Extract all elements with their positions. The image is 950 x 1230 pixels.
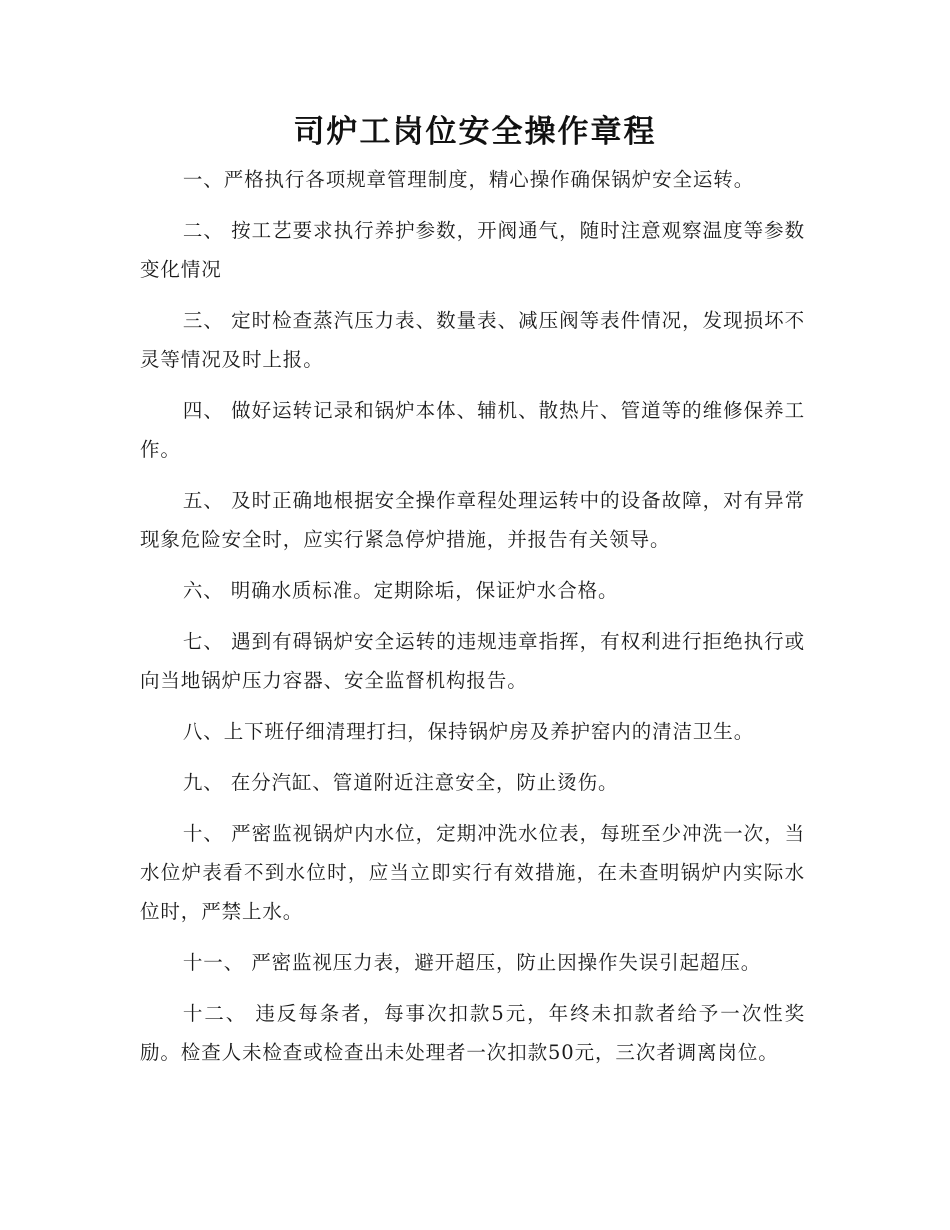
paragraph-8: 八、上下班仔细清理打扫，保持锅炉房及养护窑内的清洁卫生。: [182, 720, 755, 743]
paragraph-5: 五、 及时正确地根据安全操作章程处理运转中的设备故障，对有异常现象危险安全时，应实行紧急停炉措施，并报告有关领导。: [140, 489, 805, 551]
document-title: 司炉工岗位安全操作章程: [293, 114, 657, 150]
paragraph-3: 三、 定时检查蒸汽压力表、数量表、减压阀等表件情况，发现损坏不灵等情况及时上报。: [140, 309, 805, 371]
paragraph-7: 七、 遇到有碍锅炉安全运转的违规违章指挥，有权利进行拒绝执行或向当地锅炉压力容器、安全监督机构报告。: [140, 630, 805, 692]
paragraph-10: 十、 严密监视锅炉内水位，定期冲洗水位表，每班至少冲洗一次，当水位炉表看不到水位时，应当立即实行有效措施，在未查明锅炉内实际水位时，严禁上水。: [140, 822, 805, 923]
paragraph-4: 四、 做好运转记录和锅炉本体、辅机、散热片、管道等的维修保养工作。: [140, 399, 805, 461]
paragraph-12: 十二、 违反每条者，每事次扣款5元，年终未扣款者给予一次性奖励。检查人未检查或检查出未处理者一次扣款50元，三次者调离岗位。: [140, 1002, 805, 1064]
document-body: [140, 160, 805, 1084]
paragraph-9: 九、 在分汽缸、管道附近注意安全，防止烫伤。: [182, 771, 619, 794]
paragraph-6: 六、 明确水质标准。定期除垢，保证炉水合格。: [182, 579, 619, 602]
paragraph-2: 二、 按工艺要求执行养护参数，开阀通气，随时注意观察温度等参数变化情况: [140, 219, 805, 281]
paragraph-11: 十一、 严密监视压力表，避开超压，防止因操作失误引起超压。: [182, 951, 762, 974]
paragraph-1: 一、严格执行各项规章管理制度，精心操作确保锅炉安全运转。: [182, 168, 755, 191]
